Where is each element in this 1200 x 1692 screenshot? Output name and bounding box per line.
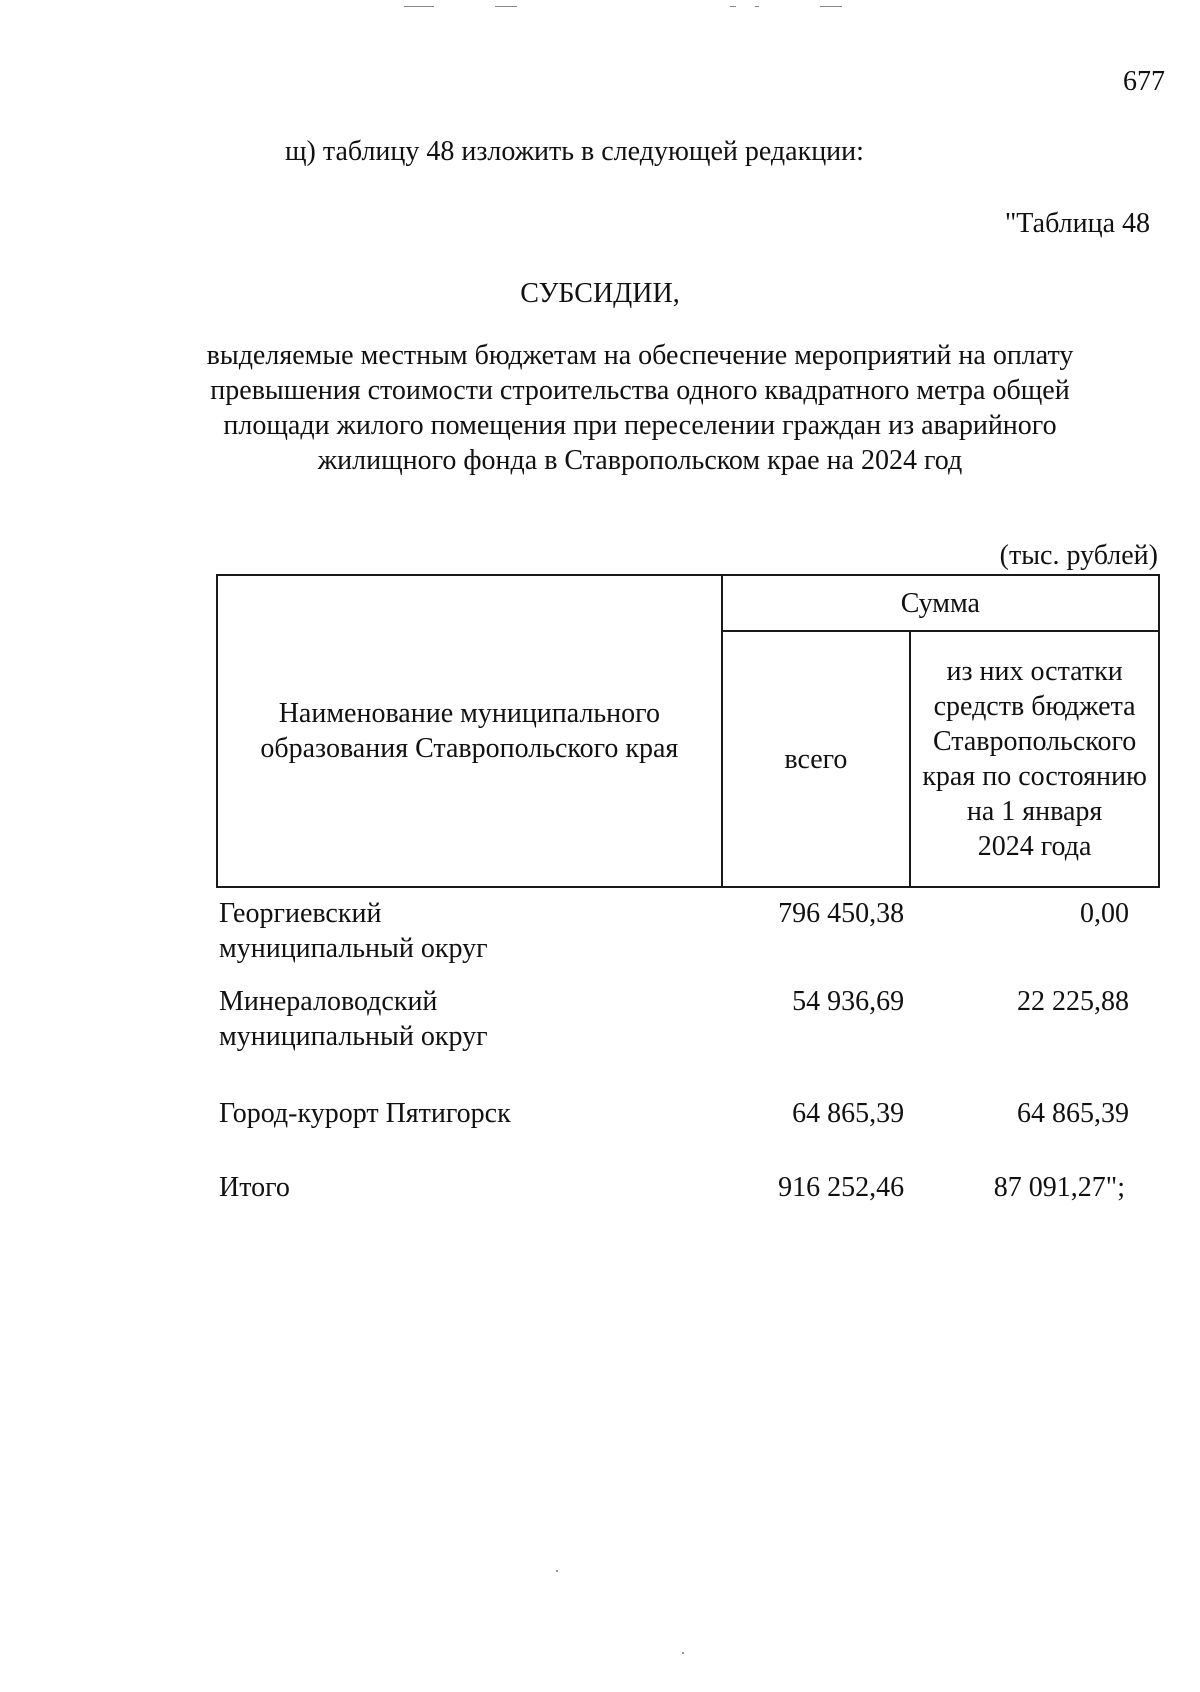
rest-value: 22 225,88 <box>1017 986 1129 1017</box>
unit-label: (тыс. рублей) <box>999 540 1158 571</box>
table-row <box>217 1096 1159 1170</box>
header-row <box>217 575 1159 631</box>
subtitle-line: площади жилого помещения при переселении граждан из аварийного <box>223 410 1057 441</box>
municipality-name <box>217 1096 722 1170</box>
rest-value: 64 865,39 <box>1017 1098 1129 1129</box>
subtitle-line: превышения стоимости строительства одного квадратного метра общей <box>210 375 1070 406</box>
scan-mark <box>495 6 517 7</box>
total-value: 64 865,39 <box>792 1098 905 1129</box>
municipality-name-line: Георгиевский <box>219 898 382 929</box>
header-rest-line: Ставропольского <box>932 726 1137 757</box>
municipality-name <box>217 887 722 984</box>
scan-mark <box>820 6 842 7</box>
header-rest-line: края по состоянию <box>922 761 1147 792</box>
header-rest-cell <box>910 631 1159 887</box>
header-rest-line: на 1 января <box>966 796 1103 827</box>
total-label: Итого <box>219 1172 290 1203</box>
header-name-line: образования Ставропольского края <box>260 733 679 764</box>
municipality-name-line: Минераловодский <box>219 986 438 1017</box>
table-body <box>217 887 1159 1210</box>
total-value: 796 450,38 <box>778 898 905 929</box>
intro-text: щ) таблицу 48 изложить в следующей редакции: <box>285 136 864 167</box>
rest-value: 0,00 <box>1080 898 1129 929</box>
header-rest-line: 2024 года <box>977 831 1092 862</box>
scan-mark <box>755 6 759 7</box>
page-number: 677 <box>1123 66 1165 97</box>
header-name-cell <box>217 575 722 887</box>
header-rest-line: средств бюджета <box>933 691 1136 722</box>
table-row <box>217 984 1159 1096</box>
document-title: СУБСИДИИ, <box>520 278 680 309</box>
scan-mark <box>404 6 434 7</box>
municipality-name-line: муниципальный округ <box>219 933 488 964</box>
grand-rest-value: 87 091,27"; <box>993 1172 1125 1203</box>
municipality-name-line: муниципальный округ <box>219 1021 488 1052</box>
total-value: 54 936,69 <box>792 986 905 1017</box>
table-row <box>217 887 1159 984</box>
table-reference: "Таблица 48 <box>1004 208 1150 239</box>
grand-total-value: 916 252,46 <box>778 1172 905 1203</box>
municipality-name-line: Город-курорт Пятигорск <box>219 1098 511 1129</box>
scan-mark <box>730 6 736 7</box>
document-subtitle <box>200 338 1080 478</box>
header-name-line: Наименование муниципального <box>278 698 660 729</box>
subtitle-line: жилищного фонда в Ставропольском крае на 2024 год <box>317 445 963 476</box>
table-header <box>217 575 1159 887</box>
municipality-name <box>217 984 722 1096</box>
scan-speck <box>682 1652 684 1654</box>
header-rest-line: из них остатки <box>946 656 1123 687</box>
subsidy-table <box>216 574 1160 1210</box>
header-sum-cell: Сумма <box>722 575 1159 631</box>
subtitle-line: выделяемые местным бюджетам на обеспечение мероприятий на оплату <box>206 340 1074 371</box>
total-row <box>217 1170 1159 1210</box>
header-total-cell: всего <box>722 631 911 887</box>
scan-speck <box>556 1570 558 1572</box>
